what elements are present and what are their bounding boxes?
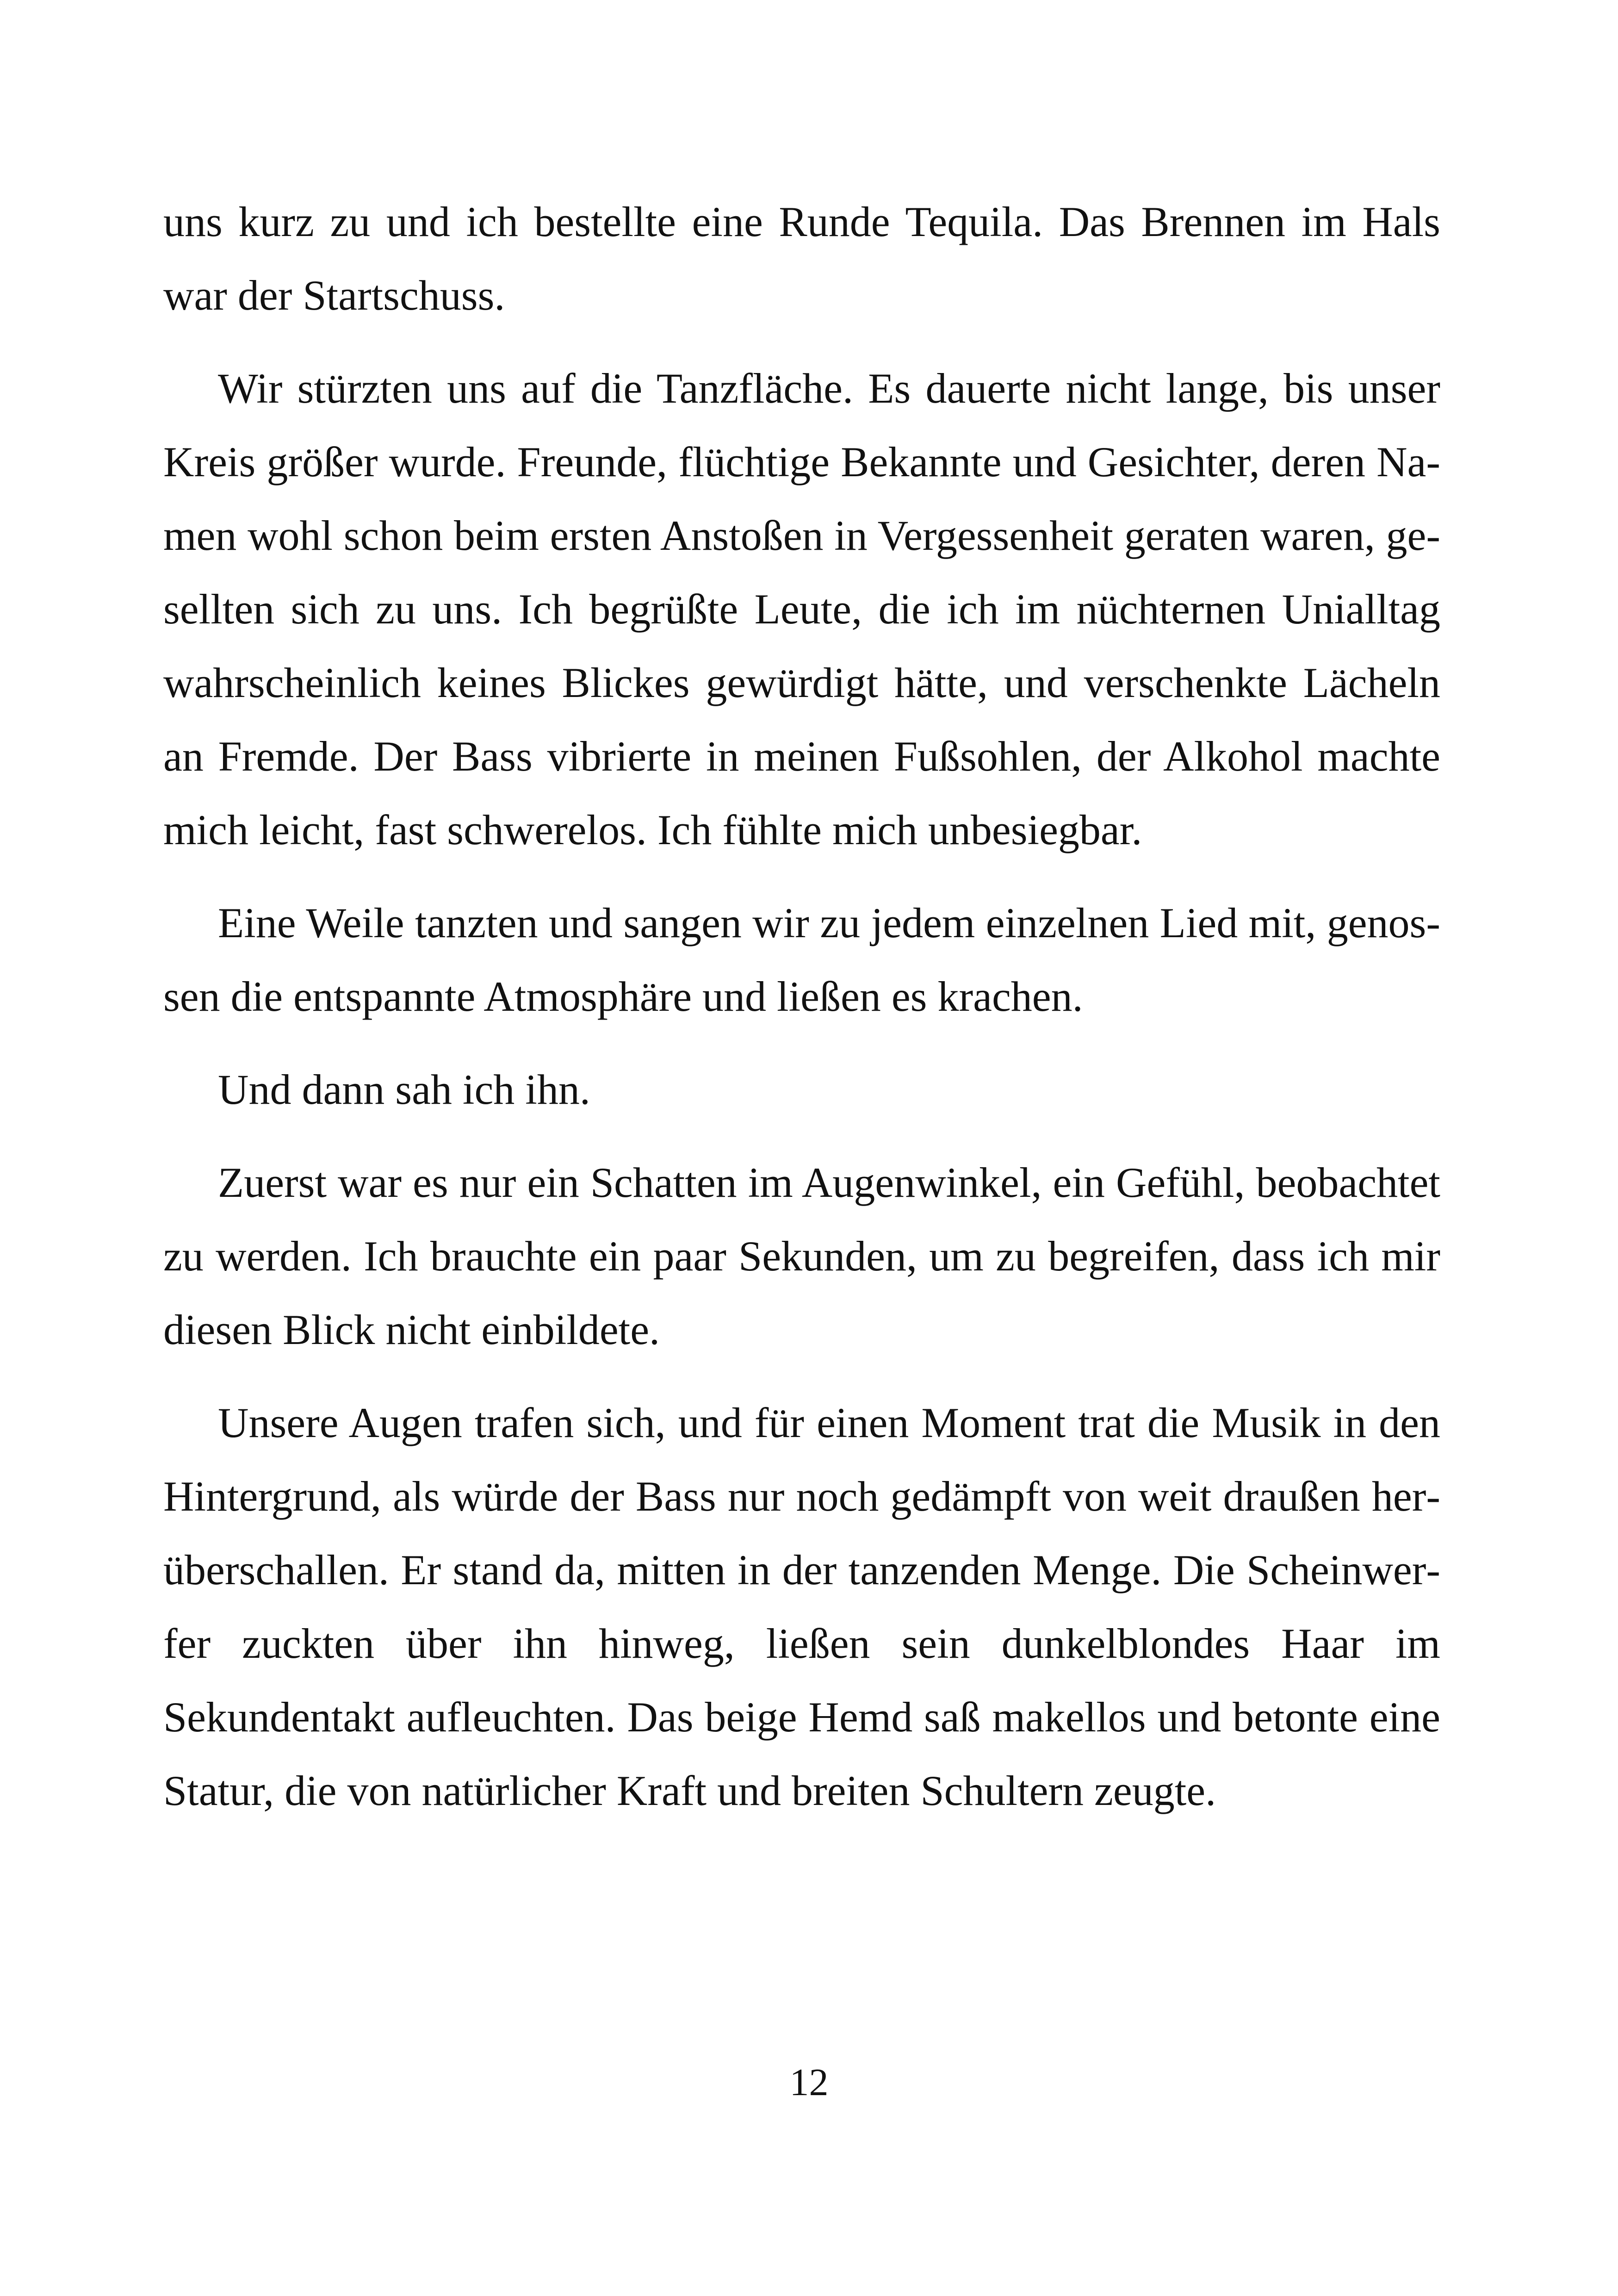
paragraph-5: Zuerst war es nur ein Schatten im Augenwinkel, ein Gefühl, beobachtet zu werden. Ich brauchte ein paar Sekunden, um zu begreifen, dass ich mir diesen Blick nicht einbildete.	[163, 1159, 1440, 1353]
page-number: 12	[789, 2061, 829, 2104]
body-text	[163, 185, 1440, 1847]
paragraph-2: Wir stürzten uns auf die Tanzfläche. Es dauerte nicht lange, bis unser Kreis größer wurde. Freunde, flüchtige Bekannte und Gesichter, deren Namen wohl schon beim ersten Anstoßen in Vergessenheit geraten waren, gesellten sich zu uns. Ich begrüßte Leute, die ich im nüchternen Unialltag wahrscheinlich keines Blickes gewürdigt hätte, und verschenkte Lächeln an Fremde. Der Bass vibrierte in meinen Fußsohlen, der Alkohol machte mich leicht, fast schwerelos. Ich fühlte mich unbesiegbar.	[163, 365, 1440, 853]
paragraph-4: Und dann sah ich ihn.	[218, 1066, 590, 1113]
paragraph-6: Unsere Augen trafen sich, und für einen Moment trat die Musik in den Hintergrund, als würde der Bass nur noch gedämpft von weit draußen herüberschallen. Er stand da, mitten in der tanzenden Menge. Die Scheinwerfer zuckten über ihn hinweg, ließen sein dunkelblondes Haar im Sekundentakt aufleuchten. Das beige Hemd saß makellos und betonte eine Statur, die von natürlicher Kraft und breiten Schultern zeugte.	[163, 1399, 1440, 1814]
paragraph-1: uns kurz zu und ich bestellte eine Runde Tequila. Das Brennen im Hals war der Startschuss.	[163, 198, 1440, 319]
paragraph-3: Eine Weile tanzten und sangen wir zu jedem einzelnen Lied mit, genossen die entspannte Atmosphäre und ließen es krachen.	[163, 899, 1440, 1020]
